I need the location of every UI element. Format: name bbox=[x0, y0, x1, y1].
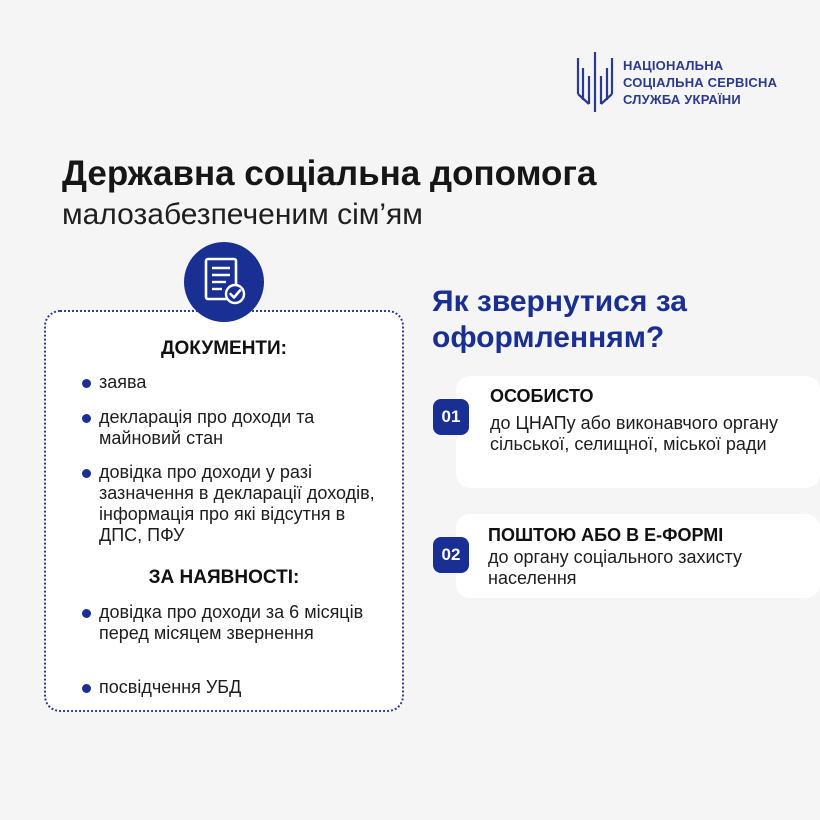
how-to-apply-title bbox=[432, 284, 687, 356]
option-text: до ЦНАПу або виконавчого органу сільської, селищної, міської ради bbox=[490, 413, 779, 454]
documents-heading: ДОКУМЕНТИ: bbox=[160, 338, 287, 359]
list-item-text: декларація про доходи та майновий стан bbox=[99, 407, 315, 448]
option-heading: ОСОБИСТО bbox=[490, 386, 594, 406]
logo-text bbox=[623, 57, 777, 108]
bullet-icon bbox=[82, 414, 91, 423]
list-item-text: довідка про доходи за 6 місяців перед місяцем звернення bbox=[99, 602, 364, 643]
option-number-badge: 02 bbox=[433, 537, 469, 573]
how-title-line-1: Як звернутися за bbox=[432, 285, 687, 318]
nssu-logo bbox=[575, 50, 777, 114]
list-item bbox=[82, 407, 386, 449]
list-item-text: посвідчення УБД bbox=[99, 677, 242, 697]
document-icon-badge bbox=[184, 242, 264, 322]
documents-panel bbox=[44, 310, 404, 712]
list-item-text: заява bbox=[99, 372, 147, 392]
option-heading: ПОШТОЮ АБО В Е-ФОРМІ bbox=[488, 525, 724, 545]
list-item bbox=[82, 462, 386, 546]
optional-heading: ЗА НАЯВНОСТІ: bbox=[148, 567, 300, 588]
trident-logo-icon bbox=[575, 50, 615, 114]
list-item bbox=[82, 372, 386, 393]
bullet-icon bbox=[82, 684, 91, 693]
logo-line-2: СОЦІАЛЬНА СЕРВІСНА bbox=[623, 74, 778, 90]
page-title: Державна соціальна допомога bbox=[62, 154, 597, 193]
bullet-icon bbox=[82, 379, 91, 388]
option-text: до органу соціального захисту населення bbox=[488, 547, 742, 588]
list-item bbox=[82, 602, 386, 644]
document-check-icon bbox=[200, 256, 248, 308]
list-item bbox=[82, 677, 386, 698]
how-title-line-2: оформленням? bbox=[432, 321, 665, 354]
logo-line-3: СЛУЖБА УКРАЇНИ bbox=[623, 91, 741, 107]
bullet-icon bbox=[82, 469, 91, 478]
option-number-badge: 01 bbox=[433, 399, 469, 435]
logo-line-1: НАЦІОНАЛЬНА bbox=[623, 57, 724, 73]
bullet-icon bbox=[82, 609, 91, 618]
list-item-text: довідка про доходи у разі зазначення в декларації доходів, інформація про які відсутня в ДПС, ПФУ bbox=[99, 462, 375, 545]
page-subtitle: малозабезпеченим сім’ям bbox=[62, 198, 423, 231]
